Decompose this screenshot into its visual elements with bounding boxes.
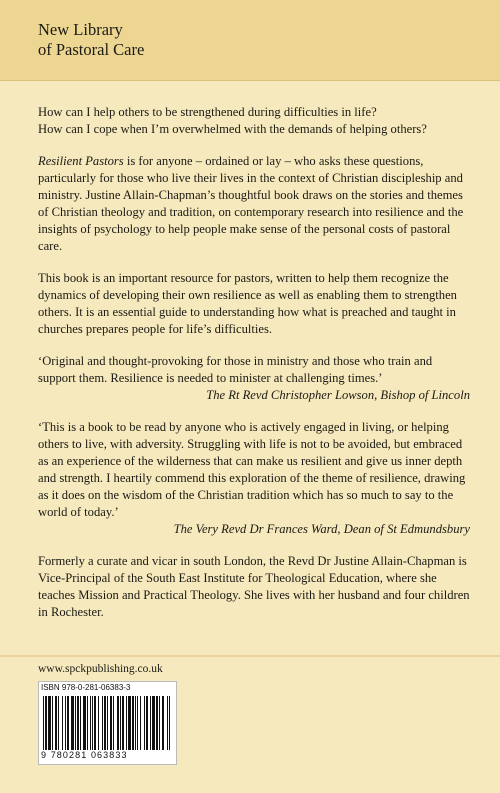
barcode-bar xyxy=(113,696,114,750)
barcode-bar xyxy=(146,696,148,750)
endorsement-2-text: ‘This is a book to be read by anyone who is actively engaged in living, or helping others to live, with adversity. Struggling with life is not to be avoided, but embraced as an experience of the wilderness that can make us resilient and give us inner depth and strength. I heartily commend this exploration of the theme of resilience, drawing as it does on the wisdom of the Christian tradition which has so much to say to the world of today.’ xyxy=(38,420,466,519)
isbn-label: ISBN 978-0-281-06383-3 xyxy=(41,683,131,692)
barcode-bar xyxy=(117,696,119,750)
series-title-line-2: of Pastoral Care xyxy=(38,40,145,59)
barcode-bar xyxy=(135,696,136,750)
barcode-bar xyxy=(98,696,99,750)
barcode-bar xyxy=(128,696,131,750)
series-title xyxy=(38,20,144,60)
barcode-bar xyxy=(80,696,81,750)
barcode-bar xyxy=(87,696,88,750)
barcode-digits: 9 780281 063833 xyxy=(41,750,128,760)
barcode xyxy=(38,681,177,765)
barcode-bar xyxy=(55,696,57,750)
intro-paragraph xyxy=(38,153,470,255)
barcode-bar xyxy=(132,696,134,750)
questions xyxy=(38,104,470,138)
barcode-bar xyxy=(48,696,51,750)
barcode-bar xyxy=(75,696,76,750)
barcode-bar xyxy=(45,696,47,750)
blurb xyxy=(38,104,470,636)
barcode-bar xyxy=(65,696,66,750)
barcode-bar xyxy=(169,696,170,750)
barcode-bar xyxy=(62,696,63,750)
barcode-bar xyxy=(52,696,53,750)
endorsement-1-attribution: The Rt Revd Christopher Lowson, Bishop of Lincoln xyxy=(206,388,470,402)
barcode-bar xyxy=(94,696,96,750)
barcode-bar xyxy=(110,696,112,750)
barcode-bar xyxy=(167,696,168,750)
author-bio: Formerly a curate and vicar in south London, the Revd Dr Justine Allain-Chapman is Vice-Principal of the South East Institute for Theological Education, where she teaches Mission and Practical Theology. She lives with her husband and four children in Rochester. xyxy=(38,554,470,619)
barcode-bar xyxy=(150,696,151,750)
endorsement-2 xyxy=(38,419,470,538)
barcode-bar xyxy=(107,696,108,750)
question-2: How can I cope when I’m overwhelmed with the demands of helping others? xyxy=(38,122,427,136)
barcode-bar xyxy=(71,696,74,750)
barcode-bar xyxy=(156,696,158,750)
barcode-bar xyxy=(92,696,93,750)
barcode-bar xyxy=(77,696,79,750)
book-title: Resilient Pastors xyxy=(38,154,124,168)
barcode-bar xyxy=(43,696,44,750)
resource-paragraph: This book is an important resource for pastors, written to help them recognize the dynamics of developing their own resilience as well as enabling them to strengthen others. It is an essential guide to understanding how what is preached and taught in churches prepares people for life’s difficulties. xyxy=(38,271,457,336)
endorsement-2-attribution: The Very Revd Dr Frances Ward, Dean of St Edmundsbury xyxy=(173,522,470,536)
barcode-bar xyxy=(58,696,59,750)
barcode-bar xyxy=(159,696,160,750)
endorsement-1-text: ‘Original and thought-provoking for those in ministry and those who train and support them. Resilience is needed to minister at challenging times.’ xyxy=(38,354,433,385)
barcode-bar xyxy=(90,696,91,750)
barcode-bar xyxy=(104,696,106,750)
barcode-bar xyxy=(126,696,127,750)
barcode-bar xyxy=(152,696,155,750)
barcode-bar xyxy=(83,696,86,750)
series-title-line-1: New Library xyxy=(38,20,123,39)
intro-text: is for anyone – ordained or lay – who asks these questions, particularly for those who live their lives in the context of Christian discipleship and ministry. Justine Allain-Chapman’s thoughtful book draws on the stories and themes of Christian theology and tradition, on contemporary research into resilience and the insights of psychology to help people make sense of the personal costs of pastoral care. xyxy=(38,154,464,253)
divider xyxy=(0,655,500,657)
barcode-bar xyxy=(102,696,103,750)
barcode-bar xyxy=(144,696,145,750)
publisher-website[interactable]: www.spckpublishing.co.uk xyxy=(38,663,163,675)
endorsement-1 xyxy=(38,353,470,404)
barcode-bar xyxy=(162,696,164,750)
barcode-bar xyxy=(137,696,138,750)
series-band xyxy=(0,0,500,81)
barcode-bars xyxy=(43,696,172,750)
question-1: How can I help others to be strengthened during difficulties in life? xyxy=(38,105,377,119)
barcode-bar xyxy=(122,696,124,750)
barcode-bar xyxy=(140,696,141,750)
barcode-bar xyxy=(120,696,121,750)
barcode-bar xyxy=(67,696,69,750)
